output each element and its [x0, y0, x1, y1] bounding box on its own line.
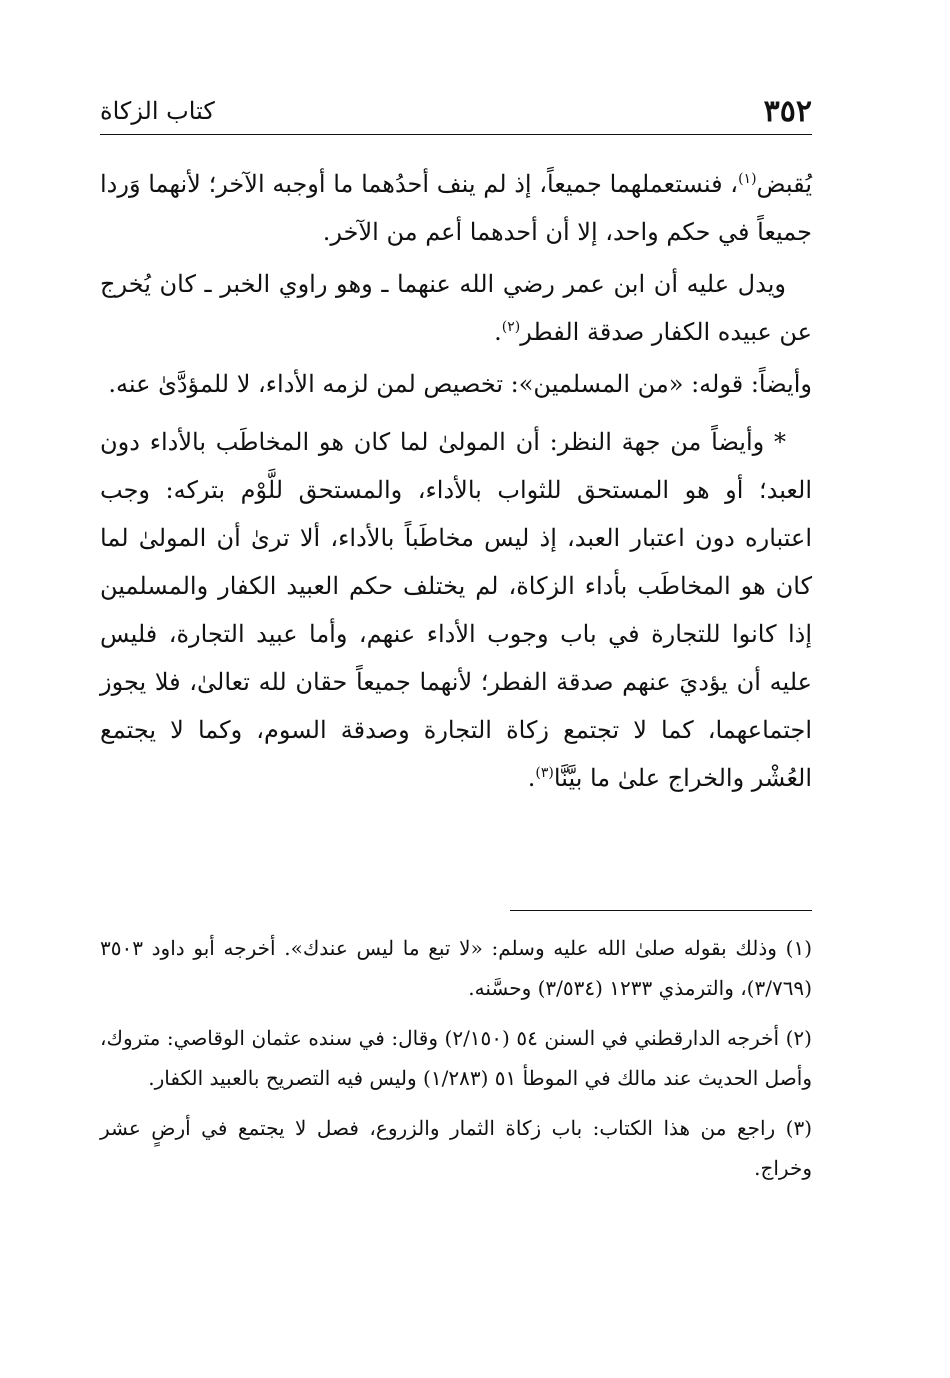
- footnote-separator: [510, 910, 812, 911]
- running-title: كتاب الزكاة: [100, 97, 215, 125]
- paragraph-2-text-a: ويدل عليه أن ابن عمر رضي الله عنهما ـ وهو راوي الخبر ـ كان يُخرج عن عبيده الكفار صدقة الفطر: [100, 270, 812, 346]
- main-text: [100, 160, 812, 806]
- paragraph-4-text-a: * وأيضاً من جهة النظر: أن المولىٰ لما كان هو المخاطَب بالأداء دون العبد؛ أو هو المستحق للثواب بالأداء، والمستحق للَّوْم بتركه: وجب اعتباره دون اعتبار العبد، إذ ليس مخاطَباً بالأداء، ألا ترىٰ أن المولىٰ لما كان هو المخاطَب بأداء الزكاة، لم يختلف حكم العبيد الكفار والمسلمين إذا كانوا للتجارة في باب وجوب الأداء عنهم، وأما عبيد التجارة، فليس عليه أن يؤديَ عنهم صدقة الفطر؛ لأنهما جميعاً حقان لله تعالىٰ، فلا يجوز اجتماعهما، كما لا تجتمع زكاة التجارة وصدقة السوم، وكما لا يجتمع العُشْر والخراج علىٰ ما بيَّنَّا: [100, 428, 812, 792]
- footnote-1: (١) وذلك بقوله صلىٰ الله عليه وسلم: «لا تبع ما ليس عندك». أخرجه أبو داود ٣٥٠٣ (٣/٧٦٩)، والترمذي ١٢٣٣ (٣/٥٣٤) وحسَّنه.: [100, 936, 812, 1000]
- footnotes: [100, 928, 812, 1198]
- footnote-ref-1: (١): [738, 171, 757, 187]
- page-header: [100, 88, 812, 135]
- paragraph-1: [100, 160, 812, 256]
- paragraph-4-text-b: .: [527, 764, 536, 792]
- paragraph-1-text-a: يُقبض: [756, 170, 812, 198]
- footnote-3: (٣) راجع من هذا الكتاب: باب زكاة الثمار والزروع، فصل لا يجتمع في أرضٍ عشر وخراج.: [100, 1116, 813, 1180]
- paragraph-2-text-b: .: [494, 318, 502, 346]
- page-number: ٣٥٢: [763, 93, 812, 129]
- paragraph-2: [100, 260, 812, 356]
- footnote-ref-2: (٢): [501, 319, 521, 335]
- paragraph-1-text-b: ، فنستعملهما جميعاً، إذ لم ينف أحدُهما ما أوجبه الآخر؛ لأنهما وَردا جميعاً في حكم واحد، إلا أن أحدهما أعم من الآخر.: [100, 170, 812, 246]
- paragraph-4: [100, 418, 812, 802]
- footnote-2: (٢) أخرجه الدارقطني في السنن ٥٤ (٢/١٥٠) وقال: في سنده عثمان الوقاصي: متروك، وأصل الحديث عند مالك في الموطأ ٥١ (١/٢٨٣) وليس فيه التصريح بالعبيد الكفار.: [100, 1026, 812, 1090]
- footnote-ref-3: (٣): [535, 765, 554, 781]
- paragraph-3: وأيضاً: قوله: «من المسلمين»: تخصيص لمن لزمه الأداء، لا للمؤدَّىٰ عنه.: [108, 370, 812, 398]
